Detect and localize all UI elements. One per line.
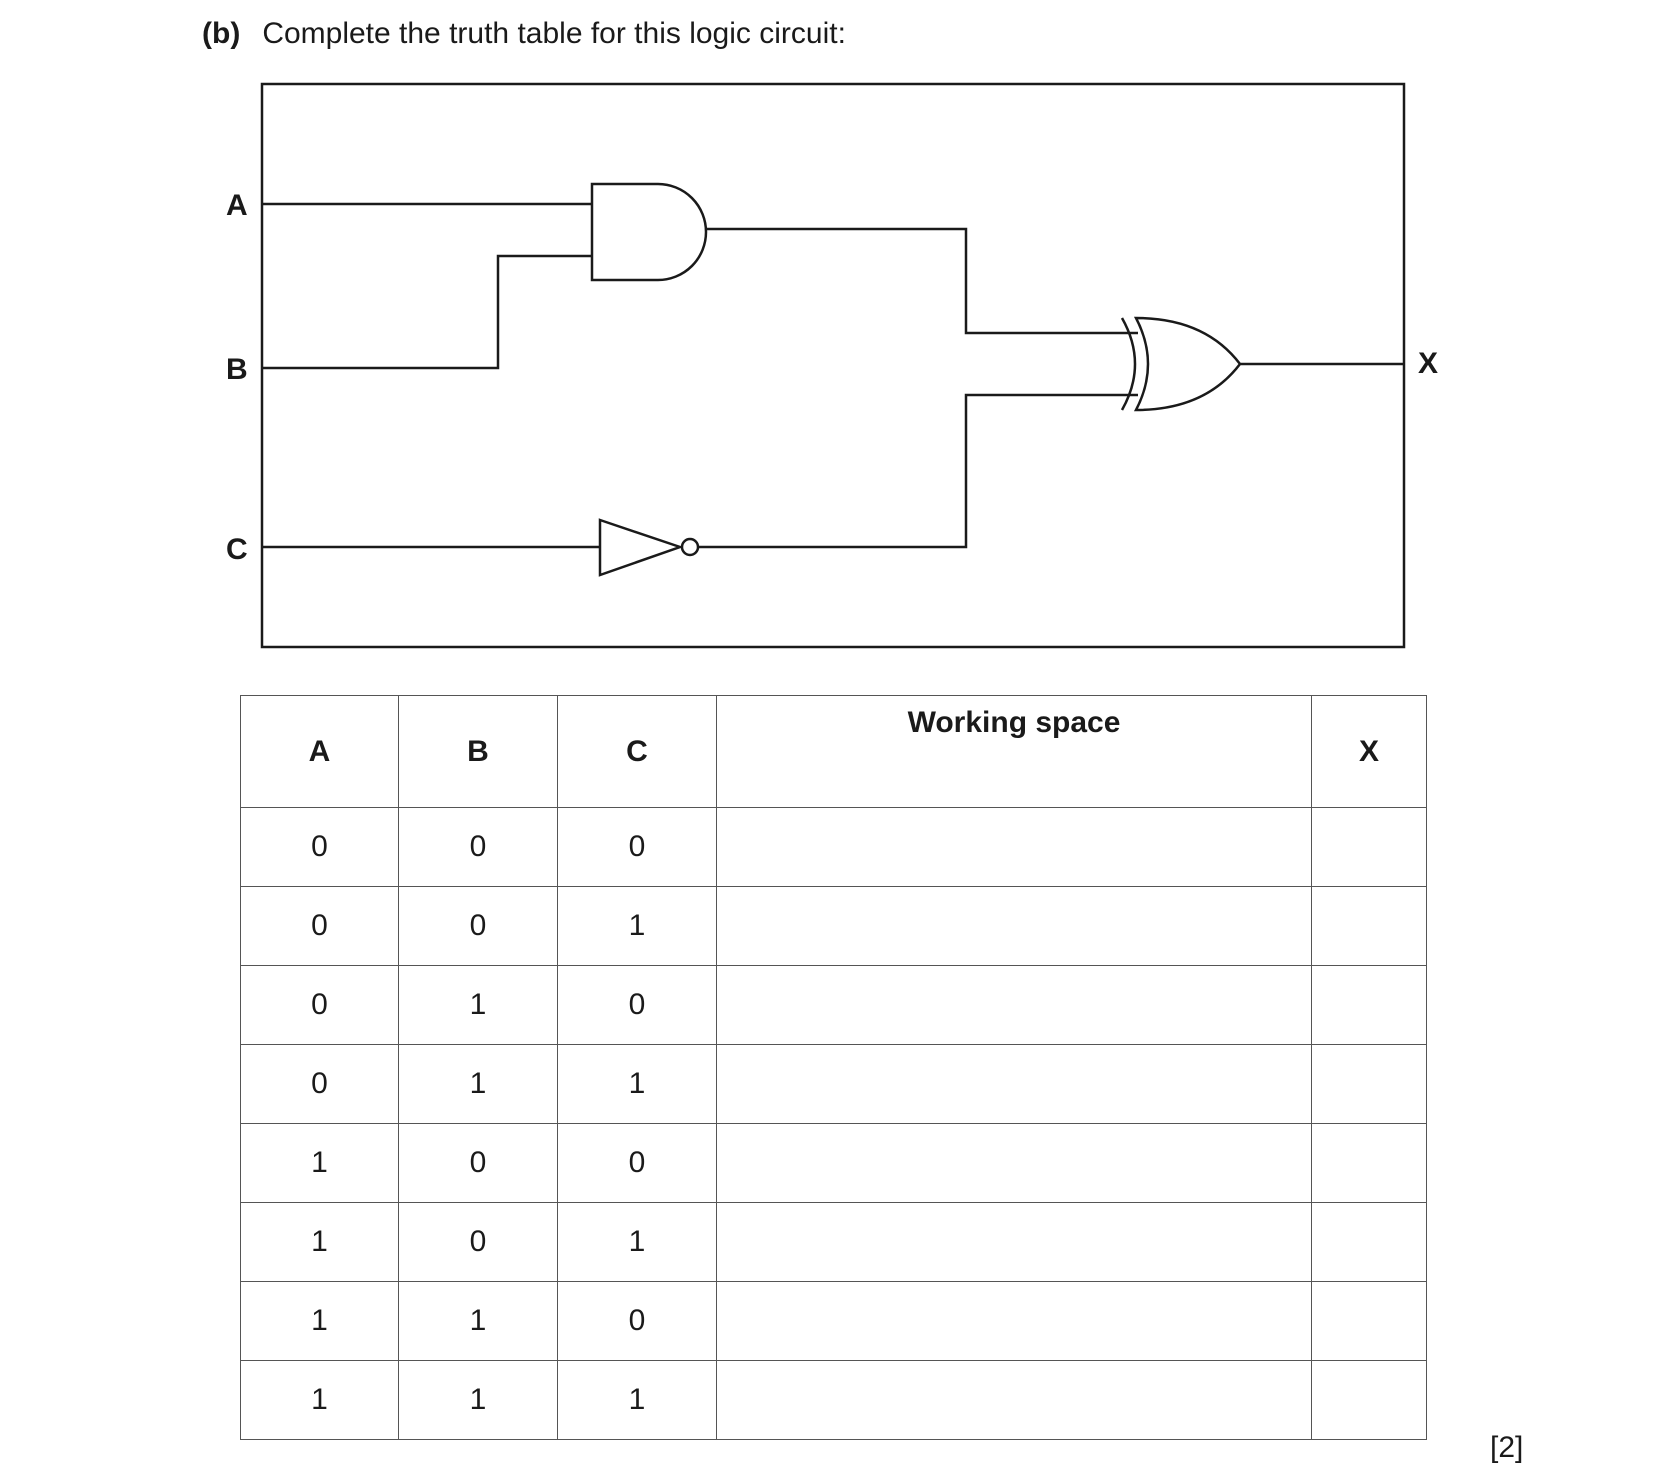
table-row: [241, 1203, 1427, 1282]
wire-b: [262, 256, 592, 368]
wire-and-out: [706, 229, 1138, 333]
question-part-label: (b): [202, 17, 241, 50]
cell-c: 1: [558, 1203, 717, 1282]
header-b: B: [399, 696, 558, 808]
header-c: C: [558, 696, 717, 808]
header-working-space: Working space: [717, 696, 1312, 808]
cell-b: 1: [399, 1361, 558, 1440]
cell-b: 1: [399, 966, 558, 1045]
header-x: X: [1312, 696, 1427, 808]
table-row: [241, 1282, 1427, 1361]
cell-c: 0: [558, 966, 717, 1045]
cell-working-space[interactable]: [717, 1045, 1312, 1124]
cell-x[interactable]: [1312, 1045, 1427, 1124]
cell-working-space[interactable]: [717, 1203, 1312, 1282]
cell-a: 0: [241, 1045, 399, 1124]
cell-x[interactable]: [1312, 1124, 1427, 1203]
cell-x[interactable]: [1312, 887, 1427, 966]
table-row: [241, 1124, 1427, 1203]
cell-a: 0: [241, 887, 399, 966]
cell-working-space[interactable]: [717, 1124, 1312, 1203]
truth-table: [240, 695, 1427, 1440]
cell-a: 0: [241, 966, 399, 1045]
cell-c: 0: [558, 1282, 717, 1361]
cell-x[interactable]: [1312, 808, 1427, 887]
cell-working-space[interactable]: [717, 1282, 1312, 1361]
input-label-c: C: [226, 533, 248, 566]
cell-b: 0: [399, 887, 558, 966]
not-gate: [600, 520, 680, 575]
cell-c: 0: [558, 808, 717, 887]
cell-a: 1: [241, 1203, 399, 1282]
cell-working-space[interactable]: [717, 887, 1312, 966]
cell-x[interactable]: [1312, 1282, 1427, 1361]
header-a: A: [241, 696, 399, 808]
marks-label: [2]: [1490, 1431, 1524, 1464]
cell-a: 1: [241, 1282, 399, 1361]
cell-c: 0: [558, 1124, 717, 1203]
cell-c: 1: [558, 1361, 717, 1440]
cell-a: 0: [241, 808, 399, 887]
cell-c: 1: [558, 1045, 717, 1124]
table-row: [241, 887, 1427, 966]
table-row: [241, 1361, 1427, 1440]
input-label-a: A: [226, 189, 248, 222]
logic-circuit-diagram: [0, 0, 1654, 660]
table-row: [241, 1045, 1427, 1124]
question-prompt: Complete the truth table for this logic circuit:: [262, 17, 846, 50]
wire-not-out: [698, 395, 1138, 547]
cell-b: 0: [399, 1203, 558, 1282]
cell-c: 1: [558, 887, 717, 966]
cell-x[interactable]: [1312, 966, 1427, 1045]
and-gate: [592, 184, 706, 280]
cell-b: 1: [399, 1282, 558, 1361]
cell-a: 1: [241, 1361, 399, 1440]
cell-working-space[interactable]: [717, 1361, 1312, 1440]
xor-gate: [1136, 318, 1240, 410]
table-row: [241, 966, 1427, 1045]
cell-b: 0: [399, 808, 558, 887]
output-label-x: X: [1418, 347, 1439, 380]
input-label-b: B: [226, 353, 248, 386]
cell-x[interactable]: [1312, 1361, 1427, 1440]
cell-x[interactable]: [1312, 1203, 1427, 1282]
cell-working-space[interactable]: [717, 966, 1312, 1045]
cell-b: 1: [399, 1045, 558, 1124]
table-row: [241, 808, 1427, 887]
cell-working-space[interactable]: [717, 808, 1312, 887]
cell-b: 0: [399, 1124, 558, 1203]
cell-a: 1: [241, 1124, 399, 1203]
not-gate-bubble: [682, 539, 698, 555]
truth-table-header-row: [241, 696, 1427, 808]
